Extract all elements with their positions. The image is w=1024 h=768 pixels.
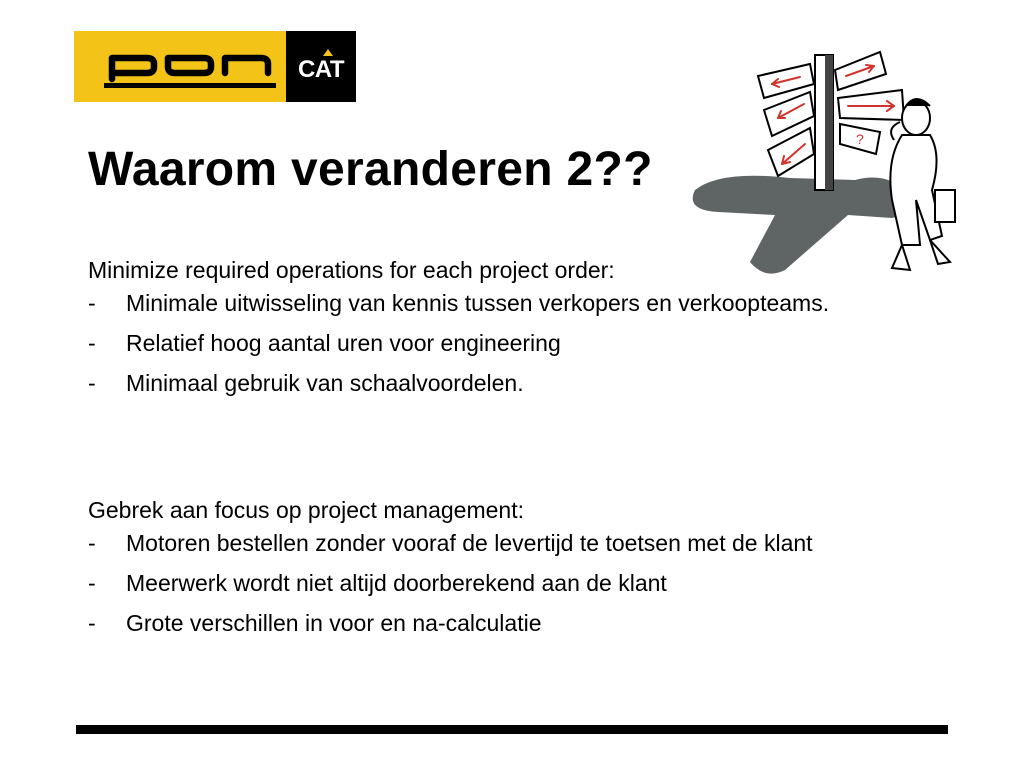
- list-item: [88, 607, 938, 640]
- cat-logo: [286, 31, 356, 102]
- pon-cat-logo: [74, 31, 356, 102]
- list-item: [88, 367, 938, 400]
- pon-logo: [74, 31, 286, 102]
- section-heading: Minimize required operations for each project order:: [88, 257, 615, 283]
- bullet-marker: -: [88, 330, 96, 356]
- pon-wordmark-icon: [74, 31, 286, 102]
- businessman-icon: [890, 99, 955, 270]
- bullet-marker: -: [88, 530, 96, 556]
- svg-text:CAT: CAT: [297, 56, 345, 83]
- bullet-marker: -: [88, 610, 96, 636]
- bullet-text: Meerwerk wordt niet altijd doorberekend aan de klant: [126, 570, 667, 596]
- bottom-divider: [76, 725, 948, 734]
- bullet-text: Relatief hoog aantal uren voor engineering: [126, 330, 561, 356]
- question-mark-label: ?: [856, 131, 864, 147]
- cat-wordmark-icon: [286, 31, 356, 102]
- bullet-marker: -: [88, 370, 96, 396]
- bullet-marker: -: [88, 290, 96, 316]
- section-1: [88, 254, 938, 407]
- list-item: [88, 567, 938, 600]
- slide-title: Waarom veranderen 2??: [88, 143, 653, 196]
- section-2: [88, 494, 938, 647]
- bullet-marker: -: [88, 570, 96, 596]
- signpost-illustration: [680, 40, 980, 275]
- bullet-text: Minimaal gebruik van schaalvoordelen.: [126, 370, 524, 396]
- list-item: [88, 327, 938, 360]
- bullet-text: Grote verschillen in voor en na-calculatie: [126, 610, 542, 636]
- bullet-text: Motoren bestellen zonder vooraf de levertijd te toetsen met de klant: [126, 530, 813, 556]
- list-item: [88, 527, 938, 560]
- section-heading: Gebrek aan focus op project management:: [88, 497, 524, 523]
- bullet-text: Minimale uitwisseling van kennis tussen verkopers en verkoopteams.: [126, 290, 830, 316]
- signpost-icon: [758, 52, 904, 190]
- list-item: [88, 287, 938, 320]
